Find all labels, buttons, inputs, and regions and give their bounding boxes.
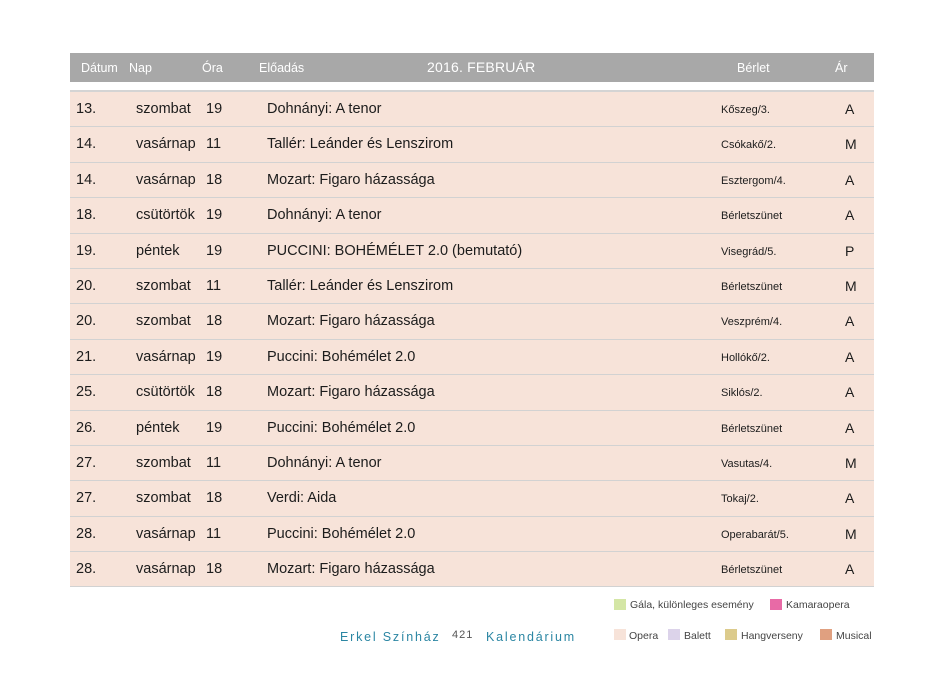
row-date: 26. (76, 419, 97, 436)
legend-ballet-label: Balett (684, 630, 711, 642)
row-subscription: Siklós/2. (721, 387, 763, 400)
row-time: 19 (206, 242, 223, 259)
legend-concert-swatch (725, 629, 737, 640)
row-title: Dohnányi: A tenor (267, 207, 382, 224)
row-subscription: Tokaj/2. (721, 493, 759, 506)
row-price: A (845, 171, 855, 188)
row-date: 18. (76, 207, 97, 224)
header-date: Dátum (81, 61, 118, 75)
row-title: Verdi: Aida (267, 490, 337, 507)
row-subscription: Operabarát/5. (721, 528, 789, 541)
header-month: 2016. FEBRUÁR (427, 59, 536, 75)
row-time: 11 (206, 277, 222, 294)
header-show: Előadás (259, 61, 305, 75)
row-title: Dohnányi: A tenor (267, 101, 382, 117)
row-time: 18 (206, 313, 223, 330)
row-date: 13. (76, 101, 97, 117)
row-day: szombat (136, 101, 191, 117)
row-time: 19 (206, 419, 223, 436)
table-row (70, 127, 874, 162)
row-time: 18 (206, 490, 223, 507)
header-day: Nap (129, 61, 152, 75)
row-title: Mozart: Figaro házassága (267, 384, 435, 401)
schedule-table (70, 90, 874, 587)
row-time: 11 (206, 525, 222, 542)
table-row (70, 517, 874, 552)
row-day: péntek (136, 419, 180, 436)
row-time: 18 (206, 384, 223, 401)
row-title: Dohnányi: A tenor (267, 454, 382, 471)
legend-chamber-swatch (770, 599, 782, 610)
row-price: A (845, 384, 855, 401)
header-price: Ár (835, 61, 848, 75)
table-row (70, 481, 874, 516)
table-row (70, 269, 874, 304)
table-row (70, 552, 874, 587)
table-row (70, 446, 874, 481)
row-date: 28. (76, 525, 97, 542)
legend-concert-label: Hangverseny (741, 630, 803, 642)
row-day: vasárnap (136, 525, 196, 542)
row-date: 21. (76, 348, 97, 365)
row-day: szombat (136, 490, 191, 507)
row-day: vasárnap (136, 136, 196, 153)
row-subscription: Vasutas/4. (721, 457, 773, 470)
legend-ballet-swatch (668, 629, 680, 640)
row-subscription: Bérletszünet (721, 280, 783, 293)
row-subscription: Bérletszünet (721, 422, 783, 435)
row-day: péntek (136, 242, 180, 259)
row-date: 28. (76, 561, 97, 578)
row-title: PUCCINI: BOHÉMÉLET 2.0 (bemutató) (267, 242, 523, 259)
table-row (70, 163, 874, 198)
row-price: A (845, 101, 855, 117)
row-date: 19. (76, 242, 97, 259)
row-subscription: Esztergom/4. (721, 174, 786, 187)
row-subscription: Bérletszünet (721, 210, 783, 223)
row-price: A (845, 490, 855, 507)
legend-chamber-label: Kamaraopera (786, 599, 850, 611)
row-price: M (845, 136, 857, 153)
page-number: 421 (452, 629, 474, 641)
table-row (70, 234, 874, 269)
row-day: csütörtök (136, 384, 195, 401)
row-subscription: Csókakő/2. (721, 139, 777, 152)
table-row (70, 92, 874, 127)
row-price: M (845, 277, 857, 294)
legend-opera-label: Opera (629, 630, 659, 642)
legend-gala-label: Gála, különleges esemény (630, 599, 754, 611)
row-price: P (845, 242, 855, 259)
row-date: 27. (76, 490, 97, 507)
row-time: 11 (206, 454, 222, 471)
row-subscription: Veszprém/4. (721, 316, 783, 329)
table-row (70, 375, 874, 410)
row-title: Puccini: Bohémélet 2.0 (267, 525, 416, 542)
row-title: Mozart: Figaro házassága (267, 561, 435, 578)
row-title: Mozart: Figaro házassága (267, 171, 435, 188)
row-time: 11 (206, 136, 222, 153)
row-title: Puccini: Bohémélet 2.0 (267, 348, 416, 365)
row-subscription: Hollókő/2. (721, 351, 770, 364)
row-time: 19 (206, 101, 223, 117)
row-subscription: Kőszeg/3. (721, 104, 770, 116)
row-date: 25. (76, 384, 97, 401)
row-date: 27. (76, 454, 97, 471)
row-time: 19 (206, 348, 223, 365)
row-title: Tallér: Leánder és Lenszirom (267, 136, 454, 153)
row-day: vasárnap (136, 348, 196, 365)
table-header (70, 53, 874, 82)
legend-gala-swatch (614, 599, 626, 610)
row-day: vasárnap (136, 171, 196, 188)
row-price: A (845, 561, 855, 578)
footer-section: Kalendárium (486, 630, 576, 644)
row-day: vasárnap (136, 561, 196, 578)
row-day: szombat (136, 277, 191, 294)
header-time: Óra (202, 61, 223, 75)
row-date: 20. (76, 277, 97, 294)
header-subscription: Bérlet (737, 61, 770, 75)
table-row (70, 411, 874, 446)
legend-musical-label: Musical (836, 630, 872, 642)
table-row (70, 340, 874, 375)
row-date: 20. (76, 313, 97, 330)
row-title: Tallér: Leánder és Lenszirom (267, 277, 454, 294)
row-price: A (845, 348, 855, 365)
row-day: csütörtök (136, 207, 195, 224)
row-time: 18 (206, 561, 223, 578)
row-day: szombat (136, 313, 191, 330)
footer-venue: Erkel Színház (340, 630, 441, 644)
row-price: A (845, 313, 855, 330)
row-day: szombat (136, 454, 191, 471)
row-date: 14. (76, 171, 97, 188)
legend-musical-swatch (820, 629, 832, 640)
row-time: 19 (206, 207, 223, 224)
row-time: 18 (206, 171, 223, 188)
row-price: M (845, 525, 857, 542)
row-date: 14. (76, 136, 97, 153)
table-row (70, 198, 874, 233)
row-price: A (845, 207, 855, 224)
legend-opera-swatch (614, 629, 626, 640)
row-subscription: Visegrád/5. (721, 245, 777, 258)
row-title: Mozart: Figaro házassága (267, 313, 435, 330)
row-price: A (845, 419, 855, 436)
table-row (70, 304, 874, 339)
row-subscription: Bérletszünet (721, 564, 783, 577)
row-title: Puccini: Bohémélet 2.0 (267, 419, 416, 436)
row-price: M (845, 454, 857, 471)
